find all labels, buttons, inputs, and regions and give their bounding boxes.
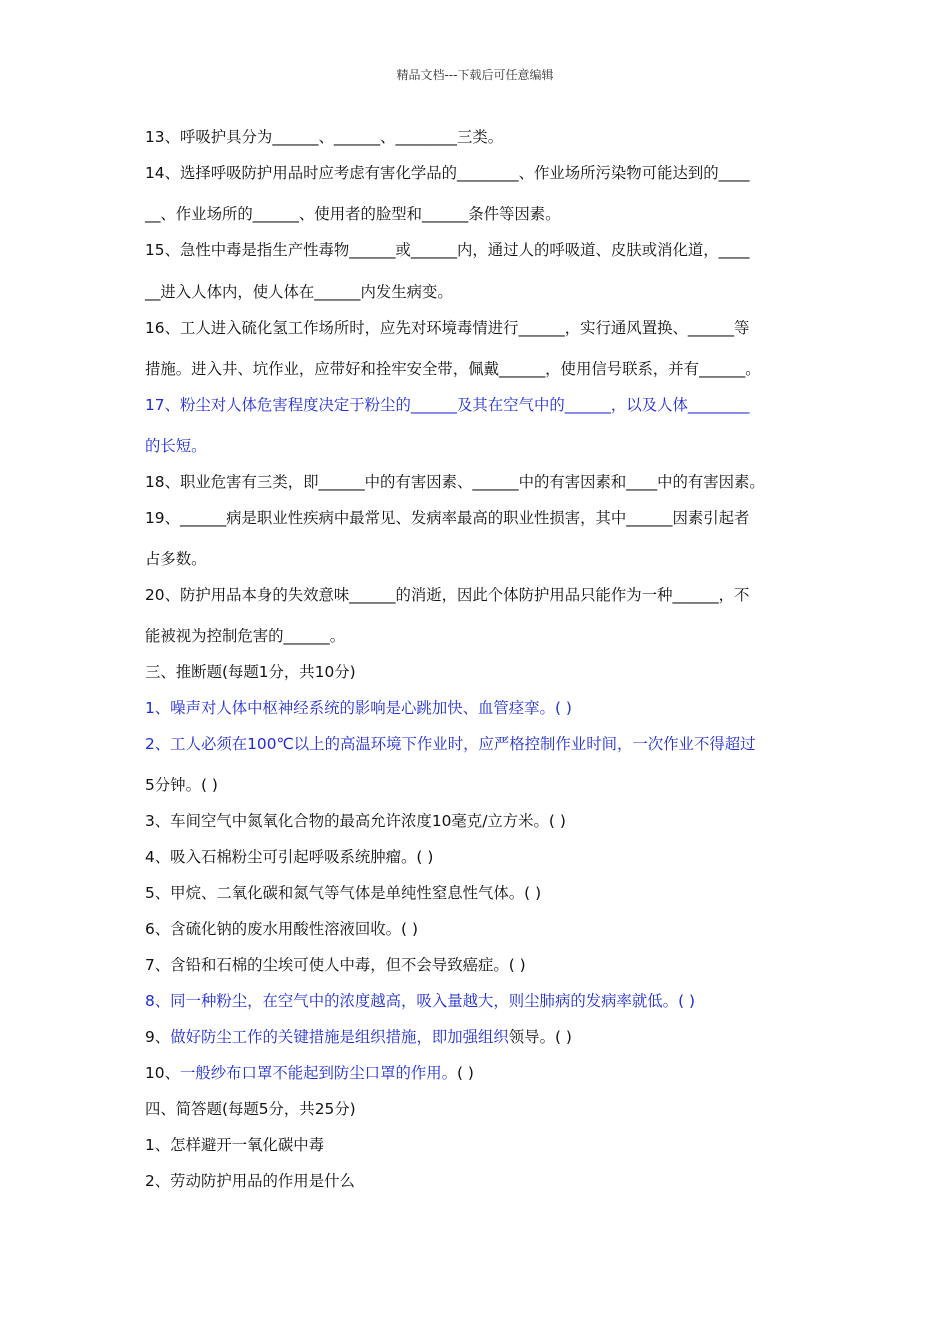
question-17-line-1: 17、粉尘对人体危害程度决定于粉尘的______及其在空气中的______，以及人体________	[145, 396, 750, 414]
section-3-heading: 三、推断题(每题1分，共10分)	[145, 663, 356, 681]
question-14-line-1: 14、选择呼吸防护用品时应考虑有害化学品的________、作业场所污染物可能达到的____	[145, 164, 750, 182]
judgment-2-line-1: 2、工人必须在100℃以上的高温环境下作业时，应严格控制作业时间，一次作业不得超过	[145, 735, 756, 753]
judgment-3: 3、车间空气中氮氧化合物的最高允许浓度10毫克/立方米。( )	[145, 812, 566, 830]
judgment-9	[145, 1027, 572, 1047]
page-header: 精品文档---下载后可任意编辑	[396, 68, 554, 82]
judgment-4: 4、吸入石棉粉尘可引起呼吸系统肿瘤。( )	[145, 848, 434, 866]
question-17-line-2: 的长短。	[145, 437, 207, 455]
judgment-10	[145, 1063, 474, 1083]
judgment-9-number: 9、	[145, 1028, 171, 1046]
short-answer-1: 1、怎样避开一氧化碳中毒	[145, 1136, 325, 1154]
judgment-10-number: 10、	[145, 1064, 180, 1082]
question-15-line-2: __进入人体内，使人体在______内发生病变。	[145, 283, 453, 301]
judgment-10-tail: ( )	[457, 1064, 474, 1082]
judgment-6: 6、含硫化钠的废水用酸性溶液回收。( )	[145, 920, 418, 938]
short-answer-2: 2、劳动防护用品的作用是什么	[145, 1172, 355, 1190]
question-16-line-1: 16、工人进入硫化氢工作场所时，应先对环境毒情进行______，实行通风置换、______等	[145, 319, 750, 337]
question-14-line-2: __、作业场所的______、使用者的脸型和______条件等因素。	[145, 205, 561, 223]
question-20-line-2: 能被视为控制危害的______。	[145, 627, 346, 645]
question-19-line-2: 占多数。	[145, 550, 207, 568]
judgment-2-line-2: 5分钟。( )	[145, 776, 218, 794]
judgment-1: 1、噪声对人体中枢神经系统的影响是心跳加快、血管痉挛。( )	[145, 699, 572, 717]
question-16-line-2: 措施。进入井、坑作业，应带好和拴牢安全带，佩戴______，使用信号联系，并有______。	[145, 360, 761, 378]
judgment-10-highlight: 一般纱布口罩不能起到防尘口罩的作用。	[179, 1064, 458, 1082]
judgment-8: 8、同一种粉尘，在空气中的浓度越高，吸入量越大，则尘肺病的发病率就低。( )	[145, 992, 695, 1010]
judgment-7: 7、含铅和石棉的尘埃可使人中毒，但不会导致癌症。( )	[145, 956, 526, 974]
question-19-line-1: 19、______病是职业性疾病中最常见、发病率最高的职业性损害，其中______因素引起者	[145, 509, 750, 527]
judgment-9-highlight: 做好防尘工作的关键措施是组织措施，即加强组织	[170, 1028, 509, 1046]
question-20-line-1: 20、防护用品本身的失效意味______的消逝，因此个体防护用品只能作为一种______，不	[145, 586, 750, 604]
section-4-heading: 四、简答题(每题5分，共25分)	[145, 1100, 356, 1118]
judgment-5: 5、甲烷、二氧化碳和氮气等气体是单纯性窒息性气体。( )	[145, 884, 542, 902]
question-18: 18、职业危害有三类，即______中的有害因素、______中的有害因素和____中的有害因素。	[145, 473, 765, 491]
judgment-9-tail: 领导。( )	[508, 1028, 572, 1046]
question-13: 13、呼吸护具分为______、______、________三类。	[145, 128, 504, 146]
question-15-line-1: 15、急性中毒是指生产性毒物______或______内，通过人的呼吸道、皮肤或消化道，____	[145, 241, 750, 259]
